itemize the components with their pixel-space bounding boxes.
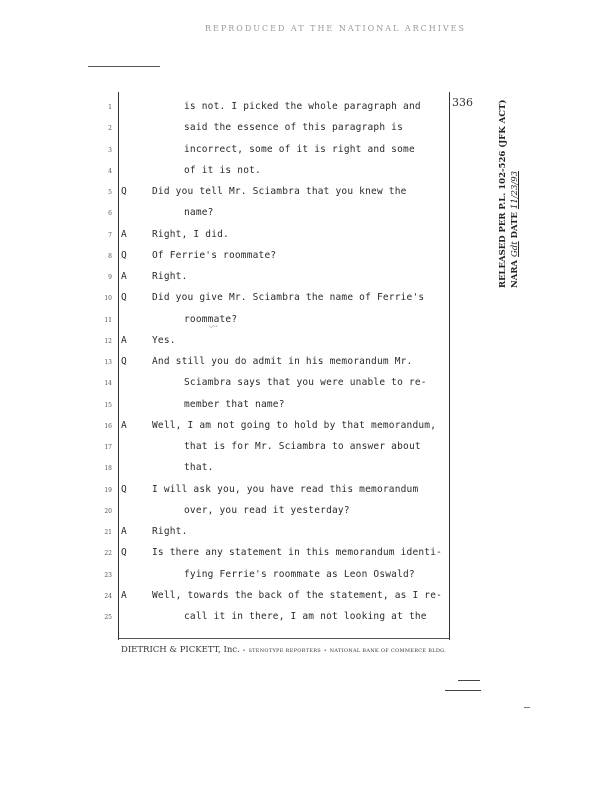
- transcript-line: [0, 398, 612, 416]
- archives-header-stamp: REPRODUCED AT THE NATIONAL ARCHIVES: [205, 24, 466, 33]
- line-text: I will ask you, you have read this memorandum: [152, 483, 419, 495]
- margin-rule-mark: [458, 680, 480, 681]
- speaker-label: Q: [121, 547, 127, 559]
- transcript-line: [0, 504, 612, 522]
- line-text: member that name?: [184, 398, 285, 410]
- line-number: 10: [104, 295, 112, 303]
- release-stamp-line1: RELEASED PER P.L. 102-526 (JFK ACT): [498, 99, 508, 288]
- speaker-label: Q: [121, 249, 127, 261]
- stray-ink-mark: ~ᵐᵉ: [209, 325, 219, 331]
- release-stamp-nara: NARA: [510, 259, 520, 288]
- release-stamp-line2: [509, 100, 521, 288]
- line-number: 9: [108, 274, 112, 281]
- transcript-line: [0, 525, 612, 543]
- speaker-label: A: [121, 334, 127, 346]
- speaker-label: Q: [121, 186, 127, 197]
- speaker-label: A: [121, 271, 127, 282]
- line-number: 3: [108, 146, 112, 154]
- line-text: of it is not.: [184, 164, 261, 176]
- line-number: 1: [108, 104, 112, 111]
- line-text: name?: [184, 207, 214, 219]
- line-text: Well, I am not going to hold by that memorandum,: [152, 419, 437, 431]
- line-number: 21: [104, 529, 112, 536]
- footer-role: STENOTYPE REPORTERS: [248, 648, 321, 654]
- transcript-line: [0, 546, 612, 564]
- release-stamp: [497, 100, 521, 288]
- footer-separator: •: [242, 648, 246, 654]
- line-text: And still you do admit in his memorandum Mr.: [152, 356, 413, 367]
- line-text: said the essence of this paragraph is: [184, 122, 404, 134]
- line-text: that is for Mr. Sciambra to answer about: [184, 441, 421, 452]
- line-number: 22: [104, 550, 112, 558]
- line-number: 25: [104, 614, 112, 621]
- speaker-label: A: [121, 589, 127, 601]
- line-number: 15: [104, 401, 112, 409]
- line-number: 6: [108, 210, 112, 218]
- transcript-line: [0, 610, 612, 628]
- page-number: 336: [452, 96, 473, 109]
- line-number: 14: [104, 380, 112, 388]
- release-stamp-date-label: DATE: [510, 212, 520, 239]
- line-number: 7: [108, 231, 112, 239]
- reporter-footer: [121, 645, 446, 655]
- line-text: fying Ferrie's roommate as Leon Oswald?: [184, 568, 415, 580]
- bottom-margin-rule: [118, 638, 450, 639]
- margin-rule-mark: [445, 690, 481, 691]
- transcript-line: [0, 589, 612, 607]
- transcript-line: [0, 461, 612, 479]
- top-rule-line: [88, 66, 160, 67]
- line-text: Yes.: [152, 334, 176, 346]
- transcript-line: [0, 291, 612, 309]
- line-number: 8: [108, 252, 112, 260]
- line-number: 19: [104, 486, 112, 494]
- speaker-label: Q: [121, 292, 127, 304]
- transcript-line: [0, 568, 612, 586]
- release-stamp-initials: Gdt: [510, 241, 520, 257]
- footer-separator: •: [323, 648, 327, 654]
- footer-firm: DIETRICH & PICKETT, Inc.: [121, 645, 240, 655]
- transcript-line: [0, 355, 612, 373]
- line-text: over, you read it yesterday?: [184, 504, 350, 516]
- line-text: Right.: [152, 526, 188, 537]
- speaker-label: Q: [121, 483, 127, 495]
- line-text: Did you give Mr. Sciambra the name of Ferrie's: [152, 292, 425, 304]
- line-number: 20: [104, 507, 112, 515]
- margin-tick-mark: [524, 707, 530, 708]
- line-text: Well, towards the back of the statement, as I re-: [152, 589, 443, 601]
- line-number: 24: [104, 592, 112, 600]
- line-text: Right, I did.: [152, 228, 229, 240]
- line-number: 13: [104, 359, 112, 366]
- line-number: 17: [104, 444, 112, 451]
- line-number: 2: [108, 125, 112, 133]
- line-text: roommate?: [184, 313, 238, 325]
- line-number: 4: [108, 167, 112, 175]
- line-number: 5: [108, 189, 112, 196]
- line-text: incorrect, some of it is right and some: [184, 143, 415, 155]
- line-text: is not. I picked the whole paragraph and: [184, 101, 421, 112]
- transcript-line: [0, 483, 612, 501]
- transcript-line: [0, 334, 612, 352]
- release-stamp-date: 11/23/93: [510, 170, 520, 210]
- line-text: Did you tell Mr. Sciambra that you knew the: [152, 186, 407, 197]
- footer-address: NATIONAL BANK OF COMMERCE BLDG.: [329, 648, 447, 654]
- line-number: 11: [104, 316, 112, 324]
- transcript-line: [0, 313, 612, 331]
- speaker-label: A: [121, 228, 127, 240]
- line-text: Sciambra says that you were unable to re-: [184, 377, 427, 389]
- line-text: Right.: [152, 271, 188, 282]
- speaker-label: Q: [121, 356, 127, 367]
- line-text: Of Ferrie's roommate?: [152, 249, 277, 261]
- speaker-label: A: [121, 419, 127, 431]
- line-number: 12: [104, 337, 112, 345]
- speaker-label: A: [121, 526, 127, 537]
- transcript-line: [0, 376, 612, 394]
- line-text: that.: [184, 462, 214, 474]
- line-number: 18: [104, 465, 112, 473]
- line-number: 23: [104, 571, 112, 579]
- line-text: Is there any statement in this memorandum identi-: [152, 547, 443, 559]
- line-number: 16: [104, 422, 112, 430]
- transcript-line: [0, 419, 612, 437]
- line-text: call it in there, I am not looking at the: [184, 611, 427, 622]
- transcript-line: [0, 440, 612, 458]
